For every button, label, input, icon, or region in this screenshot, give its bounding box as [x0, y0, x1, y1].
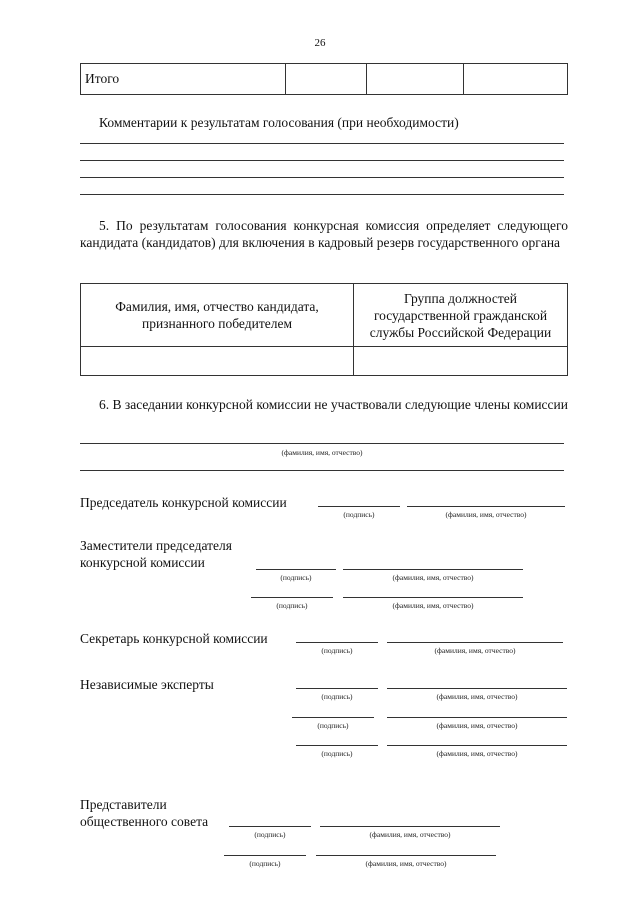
absent-members-line-1[interactable] — [80, 443, 564, 444]
winner-table — [80, 283, 568, 376]
chairman-signature-caption: (подпись) — [343, 510, 375, 519]
table-header-row — [81, 284, 568, 347]
section6-text: 6. В заседании конкурсной комиссии не участвовали следующие члены комиссии — [99, 397, 568, 412]
table-row — [81, 347, 568, 376]
deputies-label-line-2: конкурсной комиссии — [80, 555, 205, 570]
comment-line-3[interactable] — [80, 177, 564, 178]
page-number: 26 — [314, 37, 326, 49]
secretary-label: Секретарь конкурсной комиссии — [80, 631, 268, 646]
comment-line-2[interactable] — [80, 160, 564, 161]
expert3-name-caption: (фамилия, имя, отчество) — [436, 749, 518, 758]
expert2-name-line[interactable] — [387, 717, 567, 718]
deputy1-signature-line[interactable] — [256, 569, 336, 570]
secretary-signature-line[interactable] — [296, 642, 378, 643]
section5-paragraph — [80, 217, 568, 251]
expert1-signature-caption: (подпись) — [321, 692, 353, 701]
totals-table — [80, 63, 568, 95]
public-council-label-line-1: Представители — [80, 797, 167, 812]
deputy2-signature-line[interactable] — [251, 597, 333, 598]
table-row — [81, 64, 568, 95]
total-cell-2[interactable] — [367, 64, 464, 95]
secretary-signature-caption: (подпись) — [321, 646, 353, 655]
position-group-cell[interactable] — [354, 347, 568, 376]
deputy2-name-line[interactable] — [343, 597, 523, 598]
deputy1-name-caption: (фамилия, имя, отчество) — [392, 573, 474, 582]
header-position-group: Группа должностей государственной гражданской службы Российской Федерации — [354, 284, 568, 347]
expert3-signature-caption: (подпись) — [321, 749, 353, 758]
section5-text: 5. По результатам голосования конкурсная комиссия определяет следующего кандидата (кандидатов) для включения в кадровый резерв государственного органа — [80, 218, 568, 250]
expert3-signature-line[interactable] — [296, 745, 378, 746]
winner-name-cell[interactable] — [81, 347, 354, 376]
public1-name-caption: (фамилия, имя, отчество) — [369, 830, 451, 839]
chairman-signature-line[interactable] — [318, 506, 400, 507]
deputy2-signature-caption: (подпись) — [276, 601, 308, 610]
public1-signature-caption: (подпись) — [254, 830, 286, 839]
deputy1-signature-caption: (подпись) — [280, 573, 312, 582]
expert1-signature-line[interactable] — [296, 688, 378, 689]
section6-paragraph — [80, 396, 568, 413]
secretary-name-line[interactable] — [387, 642, 563, 643]
public2-name-caption: (фамилия, имя, отчество) — [365, 859, 447, 868]
absent-members-line-2[interactable] — [80, 470, 564, 471]
absent-members-caption: (фамилия, имя, отчество) — [281, 448, 363, 457]
total-cell-1[interactable] — [286, 64, 367, 95]
comment-line-1[interactable] — [80, 143, 564, 144]
public1-signature-line[interactable] — [229, 826, 311, 827]
chairman-name-caption: (фамилия, имя, отчество) — [445, 510, 527, 519]
total-label: Итого — [81, 64, 286, 95]
expert2-name-caption: (фамилия, имя, отчество) — [436, 721, 518, 730]
public1-name-line[interactable] — [320, 826, 500, 827]
expert2-signature-caption: (подпись) — [317, 721, 349, 730]
public-council-label-line-2: общественного совета — [80, 814, 209, 829]
expert1-name-caption: (фамилия, имя, отчество) — [436, 692, 518, 701]
comments-label: Комментарии к результатам голосования (при необходимости) — [99, 115, 459, 130]
deputy2-name-caption: (фамилия, имя, отчество) — [392, 601, 474, 610]
header-winner-name: Фамилия, имя, отчество кандидата, признанного победителем — [81, 284, 354, 347]
deputies-label-line-1: Заместители председателя — [80, 538, 232, 553]
expert3-name-line[interactable] — [387, 745, 567, 746]
chairman-label: Председатель конкурсной комиссии — [80, 495, 287, 510]
secretary-name-caption: (фамилия, имя, отчество) — [434, 646, 516, 655]
public2-name-line[interactable] — [316, 855, 496, 856]
experts-label: Независимые эксперты — [80, 677, 214, 692]
public2-signature-line[interactable] — [224, 855, 306, 856]
deputy1-name-line[interactable] — [343, 569, 523, 570]
expert1-name-line[interactable] — [387, 688, 567, 689]
comment-line-4[interactable] — [80, 194, 564, 195]
expert2-signature-line[interactable] — [292, 717, 374, 718]
total-cell-3[interactable] — [464, 64, 568, 95]
chairman-name-line[interactable] — [407, 506, 565, 507]
public2-signature-caption: (подпись) — [249, 859, 281, 868]
